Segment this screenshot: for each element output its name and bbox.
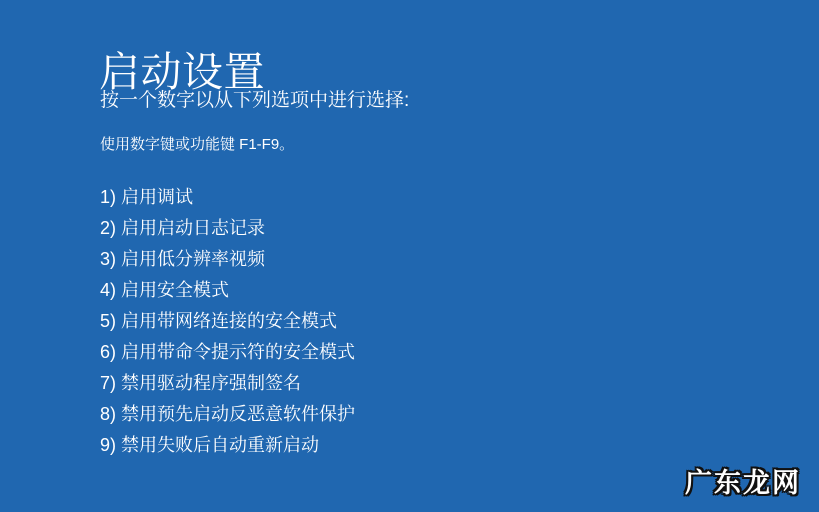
option-enable-safe-mode-with-networking[interactable]: 5) 启用带网络连接的安全模式: [100, 311, 338, 331]
option-enable-debugging[interactable]: 1) 启用调试: [100, 187, 194, 207]
option-enable-safe-mode[interactable]: 4) 启用安全模式: [100, 280, 230, 300]
option-disable-automatic-restart-on-failure[interactable]: 9) 禁用失败后自动重新启动: [100, 435, 320, 455]
function-keys-hint: 使用数字键或功能键 F1-F9。: [100, 136, 295, 153]
option-enable-low-resolution-video[interactable]: 3) 启用低分辨率视频: [100, 249, 266, 269]
option-enable-boot-logging[interactable]: 2) 启用启动日志记录: [100, 218, 266, 238]
option-enable-safe-mode-with-command-prompt[interactable]: 6) 启用带命令提示符的安全模式: [100, 342, 356, 362]
instruction-text: 按一个数字以从下列选项中进行选择:: [100, 90, 410, 111]
option-disable-early-launch-anti-malware[interactable]: 8) 禁用预先启动反恶意软件保护: [100, 404, 356, 424]
page-title: 启动设置: [99, 49, 265, 96]
site-watermark: 广东龙网: [685, 468, 801, 498]
startup-options-list: [100, 182, 355, 461]
option-disable-driver-signature-enforcement[interactable]: 7) 禁用驱动程序强制签名: [100, 373, 302, 393]
